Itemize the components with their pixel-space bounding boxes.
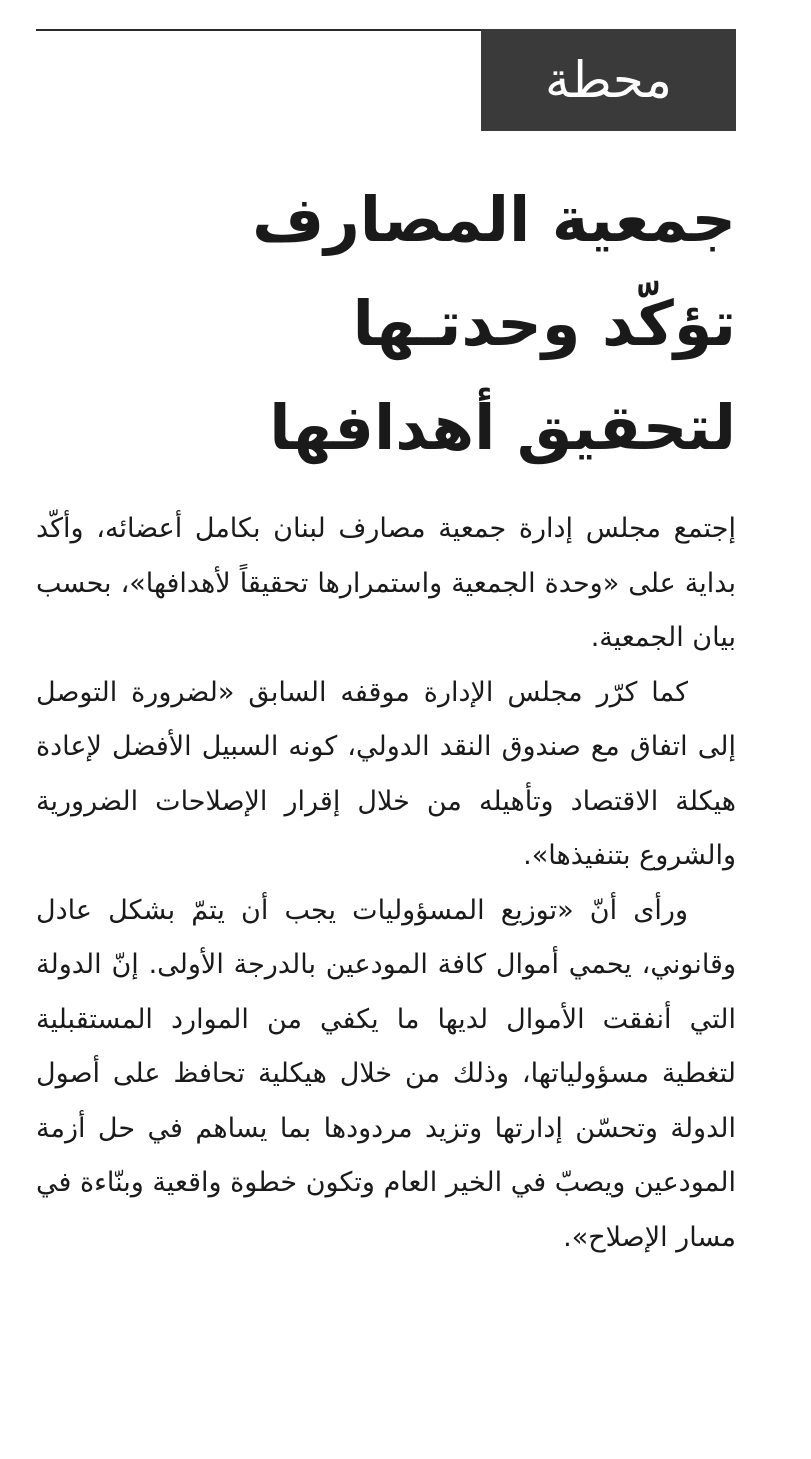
article-page (36, 0, 736, 1459)
section-label: محطة (481, 29, 736, 131)
article-paragraph: ورأى أنّ «توزيع المسؤوليات يجب أن يتمّ بشكل عادل وقانوني، يحمي أموال كافة المودعين بالدرجة الأولى. إنّ الدولة التي أنفقت الأموال لديها ما يكفي من الموارد المستقبلية لتغطية مسؤولياتها، وذلك من خلال هيكلية تحافظ على أصول الدولة وتحسّن إدارتها وتزيد مردودها بما يساهم في حل أزمة المودعين ويصبّ في الخير العام وتكون خطوة واقعية وبنّاءة في مسار الإصلاح». (36, 894, 736, 1253)
headline-line: تؤكّد وحدتـها (352, 287, 736, 360)
headline-line: لتحقيق أهدافها (269, 391, 736, 464)
article-body (36, 502, 736, 1265)
headline-line: جمعية المصارف (252, 183, 736, 256)
article-paragraph: إجتمع مجلس إدارة جمعية مصارف لبنان بكامل أعضائه، وأكّد بداية على «وحدة الجمعية واستمرارها تحقيقاً لأهدافها»، بحسب بيان الجمعية. (36, 513, 736, 653)
article-paragraph: كما كرّر مجلس الإدارة موقفه السابق «لضرورة التوصل إلى اتفاق مع صندوق النقد الدولي، كونه السبيل الأفضل لإعادة هيكلة الاقتصاد وتأهيله من خلال إقرار الإصلاحات الضرورية والشروع بتنفيذها». (36, 676, 736, 871)
headline (36, 168, 736, 480)
